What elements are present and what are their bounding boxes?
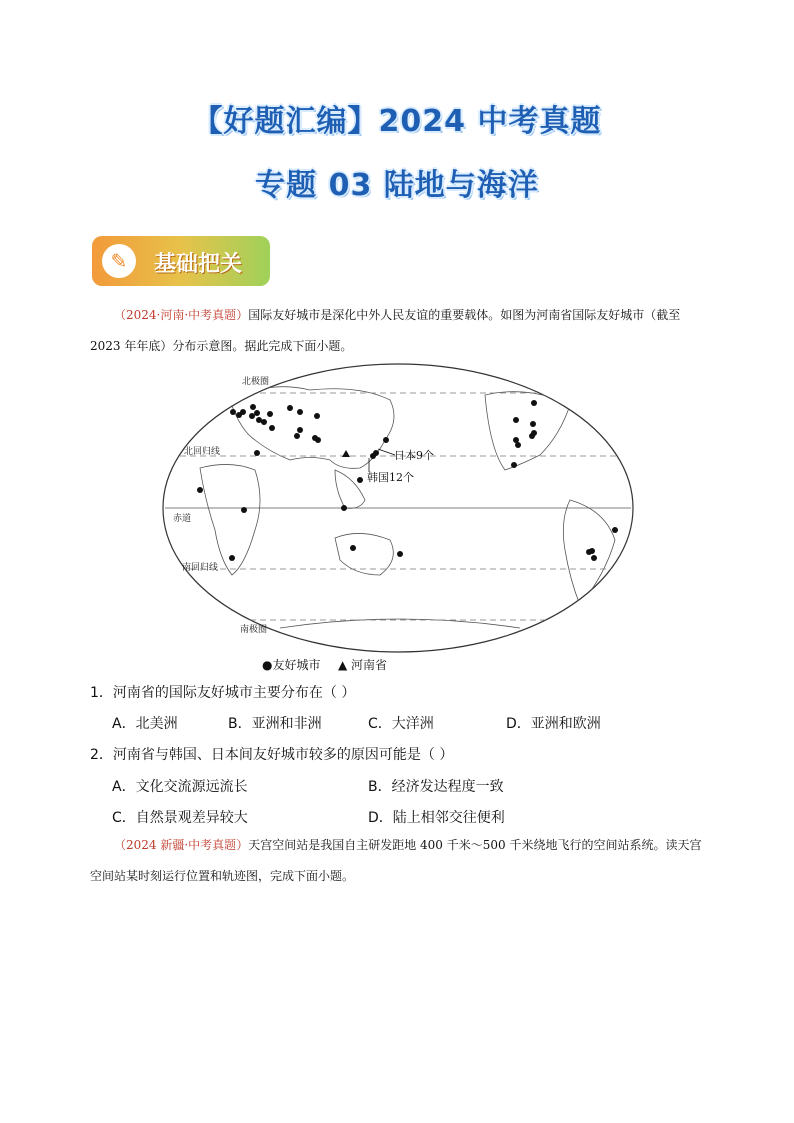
- friendly-city-dot: [315, 437, 321, 443]
- friendly-city-dot: [515, 442, 521, 448]
- friendly-city-dot: [297, 409, 303, 415]
- friendly-city-dot: [530, 421, 536, 427]
- friendly-city-dot: [250, 404, 256, 410]
- friendly-city-dot: [350, 545, 356, 551]
- passage-2-text: 天宫空间站是我国自主研发距地 400 千米～500 千米绕地飞行的空间站系统。读天宫空间站某时刻运行位置和轨迹图，完成下面小题。: [90, 838, 702, 883]
- legend-province: ▲ 河南省: [338, 658, 388, 672]
- section-badge-label: 基础把关: [154, 252, 243, 277]
- friendly-city-dot: [269, 425, 275, 431]
- friendly-city-dot: [297, 427, 303, 433]
- passage-2-source-close: ）: [236, 838, 249, 852]
- passage-2-source: 2024 新疆·中考真题: [126, 838, 237, 852]
- question-2-option-a[interactable]: A．文化交流源远流长: [112, 779, 248, 795]
- korea-label: 韩国12个: [367, 471, 414, 484]
- friendly-city-dot: [513, 417, 519, 423]
- friendly-city-dot: [383, 437, 389, 443]
- friendly-city-dot: [240, 409, 246, 415]
- friendly-city-dot: [397, 551, 403, 557]
- friendly-city-dot: [612, 527, 618, 533]
- question-1-option-d[interactable]: D．亚洲和欧洲: [506, 716, 601, 732]
- friendly-city-dot: [254, 450, 260, 456]
- equator-label: 赤道: [173, 514, 192, 524]
- world-map: [160, 360, 636, 655]
- passage-1-source-close: ）: [236, 308, 249, 322]
- passage-1: [90, 300, 710, 362]
- friendly-city-dot: [591, 555, 597, 561]
- question-1-option-b[interactable]: B．亚洲和非洲: [228, 716, 322, 732]
- passage-2: [90, 830, 710, 892]
- friendly-city-dot: [531, 400, 537, 406]
- friendly-city-dot: [249, 413, 255, 419]
- friendly-city-dot: [241, 507, 247, 513]
- question-1-option-c[interactable]: C．大洋洲: [368, 716, 434, 732]
- friendly-city-dot: [287, 405, 293, 411]
- friendly-city-dot: [341, 505, 347, 511]
- friendly-city-dot: [197, 487, 203, 493]
- passage-2-source-open: （: [114, 838, 127, 852]
- friendly-city-dot: [370, 453, 376, 459]
- friendly-city-dot: [267, 411, 273, 417]
- question-1-option-a[interactable]: A．北美洲: [112, 716, 178, 732]
- question-2-option-c[interactable]: C．自然景观差异较大: [112, 810, 248, 826]
- japan-label: 日本9个: [394, 449, 434, 462]
- passage-1-source-open: （: [114, 308, 127, 322]
- friendly-city-dot: [261, 419, 267, 425]
- question-2-option-b[interactable]: B．经济发达程度一致: [368, 779, 504, 795]
- friendly-city-dot: [314, 413, 320, 419]
- section-badge: [92, 236, 270, 286]
- friendly-city-dot: [229, 555, 235, 561]
- friendly-city-dot: [511, 462, 517, 468]
- friendly-city-dot: [529, 433, 535, 439]
- friendly-city-dot: [589, 548, 595, 554]
- question-1-stem: 1．河南省的国际友好城市主要分布在（ ）: [90, 685, 356, 701]
- pen-icon: ✎: [102, 244, 136, 278]
- friendly-city-dot: [294, 433, 300, 439]
- passage-1-text: 国际友好城市是深化中外人民友谊的重要载体。如图为河南省国际友好城市（截至 2023 年年底）分布示意图。据此完成下面小题。: [90, 308, 681, 353]
- question-2-stem: 2．河南省与韩国、日本间友好城市较多的原因可能是（ ）: [90, 747, 454, 763]
- friendly-city-dot: [254, 410, 260, 416]
- passage-1-source: 2024·河南·中考真题: [126, 308, 237, 322]
- page-title: 【好题汇编】2024 中考真题: [192, 104, 602, 139]
- south-polar-label: 南极圈: [240, 625, 268, 635]
- tropic-capricorn-label: 南回归线: [182, 563, 219, 573]
- page-subtitle: 专题 03 陆地与海洋: [255, 168, 539, 203]
- north-polar-label: 北极圈: [242, 377, 270, 387]
- tropic-cancer-label: 北回归线: [184, 447, 221, 457]
- friendly-city-dot: [230, 409, 236, 415]
- question-2-option-d[interactable]: D．陆上相邻交往便利: [368, 810, 505, 826]
- friendly-city-dot: [357, 477, 363, 483]
- legend-city: ●友好城市: [262, 658, 321, 672]
